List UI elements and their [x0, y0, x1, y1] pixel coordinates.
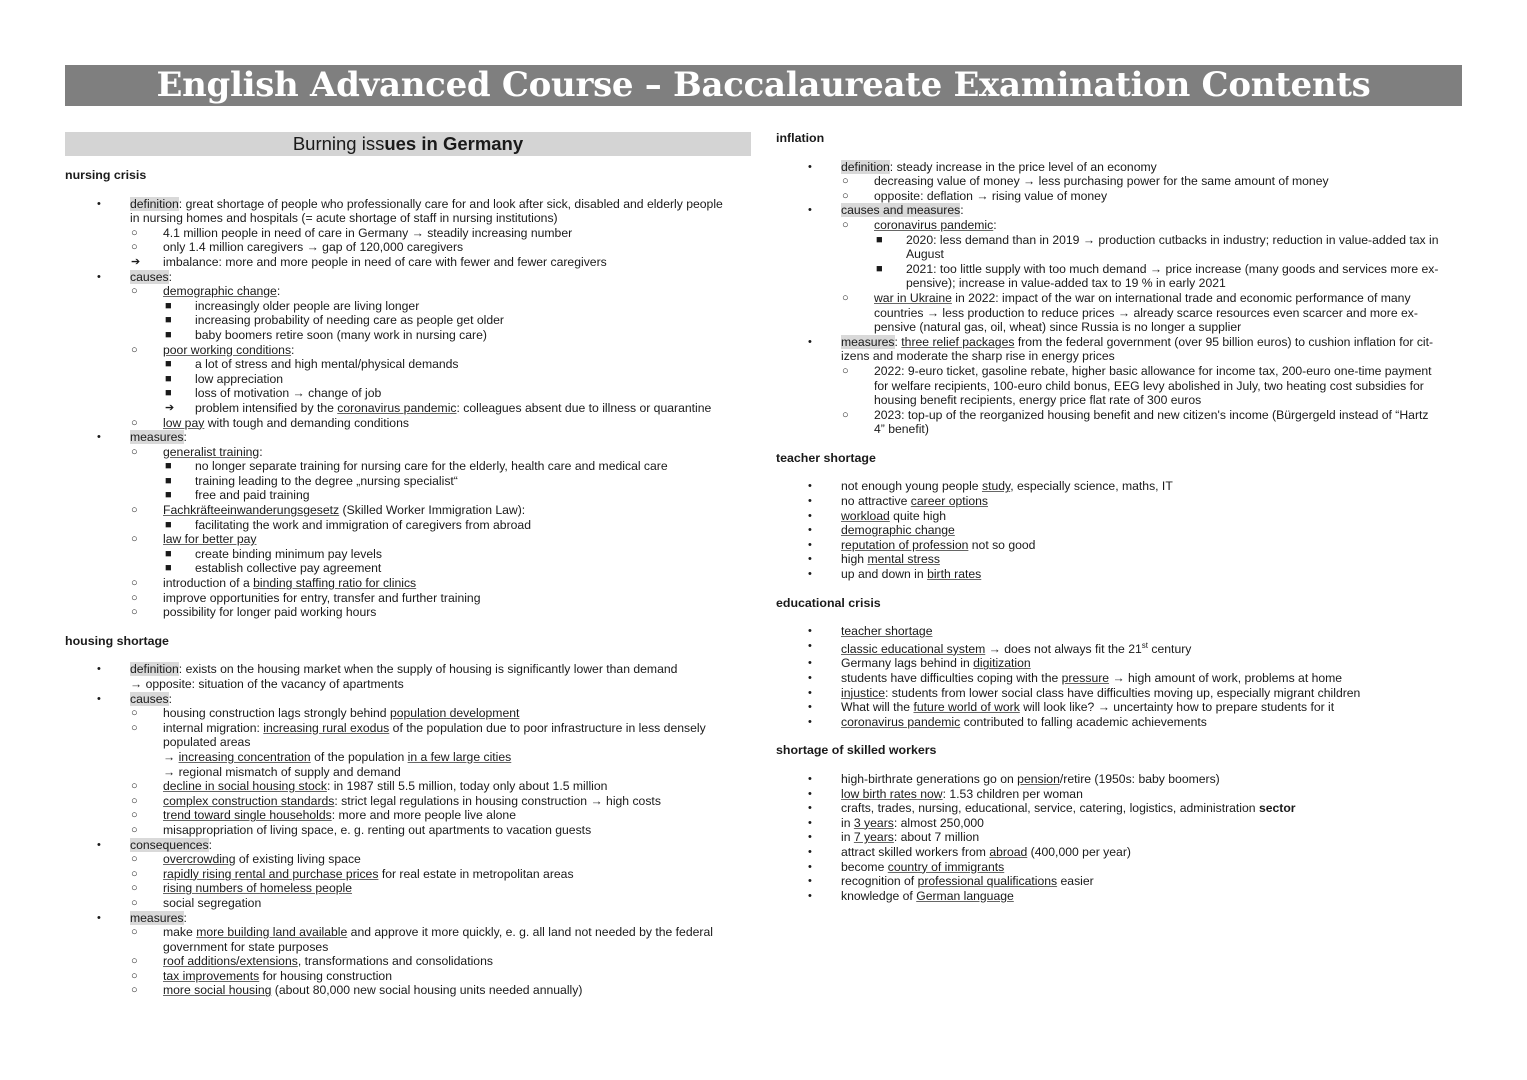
- list-item: ○ demographic change:: [131, 284, 281, 299]
- bullet-icon: •: [97, 431, 101, 444]
- section-inflation: [776, 131, 1466, 437]
- list-item: ○ rising numbers of homeless people: [131, 881, 353, 896]
- list-item: ○ make more building land available and approve it more quickly, e. g. all land not needed by the federal: [131, 925, 713, 940]
- document-title: English Advanced Course – Baccalaureate Examination Contents: [65, 65, 1462, 106]
- bullet-icon: ○: [131, 794, 138, 807]
- bullet-icon: •: [808, 568, 812, 581]
- list-item: • measures:: [97, 910, 187, 925]
- bullet-icon: ○: [131, 606, 138, 619]
- bullet-icon: •: [808, 553, 812, 566]
- bullet-icon: ○: [131, 721, 138, 734]
- list-item: ○ coronavirus pandemic:: [842, 217, 997, 232]
- bullet-icon: ■: [165, 314, 172, 327]
- bullet-icon: ○: [131, 823, 138, 836]
- bullet-icon: •: [97, 663, 101, 676]
- list-item-cont: 4” benefit): [874, 422, 929, 437]
- bullet-icon: ■: [876, 262, 883, 275]
- list-item-cont: housing benefit recipients, energy price flat rate of 300 euros: [874, 393, 1202, 408]
- list-item-cont: populated areas: [163, 735, 251, 750]
- list-item: • high mental stress: [808, 552, 940, 567]
- bullet-icon: •: [808, 787, 812, 800]
- bullet-icon: •: [808, 160, 812, 173]
- list-item: • low birth rates now: 1.53 children per woman: [808, 786, 1083, 801]
- list-item: • workload quite high: [808, 508, 947, 523]
- bullet-icon: ○: [842, 364, 849, 377]
- bullet-icon: ➔: [165, 401, 175, 414]
- list-item: ○ roof additions/extensions, transformations and consolidations: [131, 954, 493, 969]
- bullet-icon: ○: [131, 896, 138, 909]
- bullet-icon: •: [808, 715, 812, 728]
- list-item: • students have difficulties coping with the pressure → high amount of work, problems at home: [808, 671, 1343, 686]
- bullet-icon: •: [808, 889, 812, 902]
- bullet-icon: ○: [131, 416, 138, 429]
- bullet-icon: •: [808, 831, 812, 844]
- bullet-icon: ○: [131, 926, 138, 939]
- list-item: ○ war in Ukraine in 2022: impact of the war on international trade and economic performance of many: [842, 290, 1411, 305]
- list-item: • definition: steady increase in the price level of an economy: [808, 159, 1157, 174]
- list-item-cont: → increasing concentration of the population in a few large cities: [163, 749, 512, 764]
- bullet-icon: ■: [165, 460, 172, 473]
- list-item: • in 7 years: about 7 million: [808, 830, 980, 845]
- list-item-cont: pensive (natural gas, oil, wheat) since Russia is no longer a supplier: [874, 320, 1242, 335]
- list-item-cont: → opposite: situation of the vacancy of apartments: [130, 677, 404, 691]
- section-housing-shortage: [65, 634, 755, 998]
- list-item: ○ rapidly rising rental and purchase prices for real estate in metropolitan areas: [131, 866, 574, 881]
- bullet-icon: •: [808, 509, 812, 522]
- list-item: ○ tax improvements for housing construction: [131, 968, 392, 983]
- section-title: teacher shortage: [776, 450, 876, 465]
- bullet-icon: ○: [842, 189, 849, 202]
- bullet-icon: ○: [131, 984, 138, 997]
- list-item: ○ decline in social housing stock: in 1987 still 5.5 million, today only about 1.5 million: [131, 779, 608, 794]
- list-item: ○ 2022: 9-euro ticket, gasoline rebate, higher basic allowance for income tax, 200-euro one-time payment: [842, 363, 1432, 378]
- section-title: nursing crisis: [65, 168, 147, 182]
- section-skilled-workers: [776, 743, 1466, 903]
- bullet-icon: •: [808, 686, 812, 699]
- section-banner-burning-issues: Burning issues in Germany: [65, 132, 751, 156]
- list-item: ■ facilitating the work and immigration of caregivers from abroad: [165, 517, 531, 532]
- bullet-icon: ■: [165, 518, 172, 531]
- list-item: ○ introduction of a binding staffing ratio for clinics: [131, 576, 417, 591]
- list-item: • crafts, trades, nursing, educational, service, catering, logistics, administration sector: [808, 801, 1296, 816]
- bullet-icon: ■: [165, 562, 172, 575]
- bullet-icon: ○: [131, 285, 138, 298]
- list-item: • causes and measures:: [808, 203, 964, 218]
- list-item: • not enough young people study, especially science, maths, IT: [808, 479, 1173, 494]
- list-item: ■ 2020: less demand than in 2019 → production cutbacks in industry; reduction in value-added tax in: [876, 232, 1439, 247]
- left-column: [65, 130, 755, 1012]
- section-title: educational crisis: [776, 595, 881, 610]
- bullet-icon: ○: [131, 882, 138, 895]
- list-item: • classic educational system → does not always fit the 21st century: [808, 639, 1192, 656]
- bullet-icon: •: [808, 639, 812, 652]
- list-item: ■ increasingly older people are living longer: [165, 298, 420, 313]
- list-item: • become country of immigrants: [808, 859, 1005, 874]
- list-item: • causes:: [97, 269, 173, 284]
- list-item: • Germany lags behind in digitization: [808, 656, 1031, 671]
- bullet-icon: •: [808, 538, 812, 551]
- bullet-icon: ○: [131, 969, 138, 982]
- bullet-icon: ○: [131, 241, 138, 254]
- list-item: • attract skilled workers from abroad (400,000 per year): [808, 845, 1131, 859]
- bullet-icon: ○: [131, 867, 138, 880]
- list-item: • teacher shortage: [808, 624, 933, 639]
- list-item: • What will the future world of work will look like? → uncertainty how to prepare students for it: [808, 700, 1335, 715]
- bullet-icon: ○: [131, 577, 138, 590]
- bullet-icon: ○: [131, 226, 138, 239]
- list-item: ○ 2023: top-up of the reorganized housing benefit and new citizen's income (Bürgergeld instead of “Hartz: [842, 407, 1429, 422]
- list-item: ○ trend toward single households: more and more people live alone: [131, 808, 516, 823]
- list-item: ○ generalist training:: [131, 444, 263, 459]
- bullet-icon: ■: [165, 474, 172, 487]
- list-item-cont: → regional mismatch of supply and demand: [163, 764, 401, 779]
- list-item: • demographic change: [808, 523, 955, 538]
- list-item: • in 3 years: almost 250,000: [808, 815, 984, 830]
- bullet-icon: •: [808, 480, 812, 493]
- bullet-icon: •: [97, 197, 101, 210]
- list-item: ➔ imbalance: more and more people in need of care with fewer and fewer caregivers: [131, 254, 607, 269]
- right-column: [776, 131, 1466, 917]
- bullet-icon: ■: [165, 387, 172, 400]
- section-nursing-crisis: [65, 168, 755, 620]
- bullet-icon: ○: [131, 853, 138, 866]
- list-item: ○ low pay with tough and demanding conditions: [131, 415, 409, 430]
- list-item: ■ baby boomers retire soon (many work in nursing care): [165, 327, 487, 342]
- section-educational-crisis: [776, 596, 1466, 730]
- list-item: ○ 4.1 million people in need of care in Germany → steadily increasing number: [131, 225, 573, 240]
- bullet-icon: •: [808, 802, 812, 815]
- section-title: shortage of skilled workers: [776, 743, 937, 758]
- list-item-cont: izens and moderate the sharp rise in energy prices: [841, 349, 1115, 364]
- list-item: ○ housing construction lags strongly behind population development: [131, 706, 520, 721]
- list-item: • coronavirus pandemic contributed to falling academic achievements: [808, 714, 1207, 729]
- bullet-icon: ■: [165, 547, 172, 560]
- section-teacher-shortage: [776, 451, 1466, 582]
- bullet-icon: ○: [842, 218, 849, 231]
- bullet-icon: ○: [842, 291, 849, 304]
- bullet-icon: ○: [131, 591, 138, 604]
- list-item-cont: pensive); increase in value-added tax to 19 % in early 2021: [906, 276, 1226, 291]
- list-item: ○ misappropriation of living space, e. g. renting out apartments to vacation guests: [131, 822, 592, 837]
- list-item: • no attractive career options: [808, 494, 989, 509]
- list-item: • up and down in birth rates: [808, 567, 982, 582]
- bullet-icon: ➔: [131, 255, 141, 268]
- list-item: ■ 2021: too little supply with too much demand → price increase (many goods and services more ex-: [876, 261, 1439, 276]
- list-item: ○ more social housing (about 80,000 new social housing units needed annually): [131, 983, 583, 998]
- list-item: ○ Fachkräfteeinwanderungsgesetz (Skilled Worker Immigration Law):: [131, 503, 526, 518]
- list-item: • measures: three relief packages from the federal government (over 95 billion euros) to cushion inflation for cit-: [808, 334, 1434, 349]
- bullet-icon: •: [97, 270, 101, 283]
- list-item: ○ decreasing value of money → less purchasing power for the same amount of money: [842, 174, 1329, 189]
- bullet-icon: ○: [131, 955, 138, 968]
- list-item: ○ poor working conditions:: [131, 342, 295, 357]
- list-item: ■ training leading to the degree „nursing specialist“: [165, 473, 458, 488]
- bullet-icon: •: [808, 860, 812, 873]
- list-item: ○ social segregation: [131, 895, 262, 910]
- bullet-icon: ■: [165, 299, 172, 312]
- list-item-cont: in nursing homes and hospitals (= acute shortage of staff in nursing institutions): [130, 211, 558, 226]
- list-item: • injustice: students from lower social class have difficulties moving up, especially migrant children: [808, 685, 1361, 700]
- list-item-cont: August: [906, 247, 944, 262]
- bullet-icon: ■: [165, 328, 172, 341]
- list-item: ■ free and paid training: [165, 488, 310, 503]
- bullet-icon: •: [808, 204, 812, 217]
- list-item: • knowledge of German language: [808, 888, 1014, 903]
- list-item: • measures:: [97, 430, 187, 445]
- list-item: • definition: great shortage of people who professionally care for and look after sick, disabled and elderly people: [97, 196, 723, 211]
- list-item: ○ possibility for longer paid working hours: [131, 605, 377, 620]
- bullet-icon: ○: [131, 445, 138, 458]
- bullet-icon: •: [808, 875, 812, 888]
- list-item: ■ a lot of stress and high mental/physical demands: [165, 357, 459, 372]
- bullet-icon: ■: [165, 489, 172, 502]
- bullet-icon: •: [808, 701, 812, 714]
- bullet-icon: ○: [131, 504, 138, 517]
- bullet-icon: •: [97, 838, 101, 851]
- list-item: ○ only 1.4 million caregivers → gap of 120,000 caregivers: [131, 240, 464, 255]
- list-item: ■ loss of motivation → change of job: [165, 386, 382, 401]
- list-item-cont: for welfare recipients, 100-euro child bonus, EEG levy abolished in July, two heating cost subsidies for: [874, 378, 1424, 393]
- list-item: • definition: exists on the housing market when the supply of housing is significantly lower than demand: [97, 662, 678, 677]
- section-title: inflation: [776, 131, 825, 145]
- bullet-icon: •: [808, 495, 812, 508]
- bullet-icon: ○: [131, 780, 138, 793]
- list-item: ■ establish collective pay agreement: [165, 561, 382, 576]
- list-item: ○ opposite: deflation → rising value of money: [842, 188, 1108, 203]
- bullet-icon: •: [808, 657, 812, 670]
- bullet-icon: •: [808, 625, 812, 638]
- bullet-icon: ■: [165, 358, 172, 371]
- bullet-icon: ○: [842, 408, 849, 421]
- list-item-cont: government for state purposes: [163, 939, 329, 954]
- bullet-icon: •: [808, 335, 812, 348]
- bullet-icon: •: [808, 672, 812, 685]
- list-item: • recognition of professional qualifications easier: [808, 874, 1094, 889]
- bullet-icon: ○: [131, 707, 138, 720]
- list-item: ○ improve opportunities for entry, transfer and further training: [131, 590, 481, 605]
- bullet-icon: ○: [131, 533, 138, 546]
- list-item: ■ create binding minimum pay levels: [165, 546, 382, 561]
- bullet-icon: •: [97, 692, 101, 705]
- bullet-icon: ○: [131, 343, 138, 356]
- list-item: • reputation of profession not so good: [808, 537, 1036, 552]
- bullet-icon: •: [808, 846, 812, 858]
- bullet-icon: ○: [842, 175, 849, 188]
- list-item: • causes:: [97, 691, 173, 706]
- bullet-icon: •: [808, 816, 812, 829]
- list-item-cont: countries → less production to reduce prices → already scarce resources even scarcer and more ex-: [874, 305, 1418, 320]
- bullet-icon: ○: [131, 809, 138, 822]
- bullet-icon: •: [808, 524, 812, 537]
- list-item: • high-birthrate generations go on pension/retire (1950s: baby boomers): [808, 772, 1220, 787]
- list-item: ■ low appreciation: [165, 371, 284, 386]
- list-item: ➔ problem intensified by the coronavirus pandemic: colleagues absent due to illness or quarantine: [165, 400, 712, 415]
- bullet-icon: ■: [165, 372, 172, 385]
- list-item: ■ increasing probability of needing care as people get older: [165, 313, 504, 328]
- list-item: • consequences:: [97, 837, 212, 852]
- list-item: ○ internal migration: increasing rural exodus of the population due to poor infrastructure in less densely: [131, 720, 706, 735]
- bullet-icon: ■: [876, 233, 883, 246]
- list-item: ○ law for better pay: [131, 532, 257, 547]
- section-title: housing shortage: [65, 633, 169, 648]
- bullet-icon: •: [97, 911, 101, 924]
- list-item: ○ overcrowding of existing living space: [131, 852, 361, 867]
- list-item: ○ complex construction standards: strict legal regulations in housing construction → high costs: [131, 793, 661, 808]
- bullet-icon: •: [808, 773, 812, 786]
- list-item: ■ no longer separate training for nursing care for the elderly, health care and medical care: [165, 459, 668, 474]
